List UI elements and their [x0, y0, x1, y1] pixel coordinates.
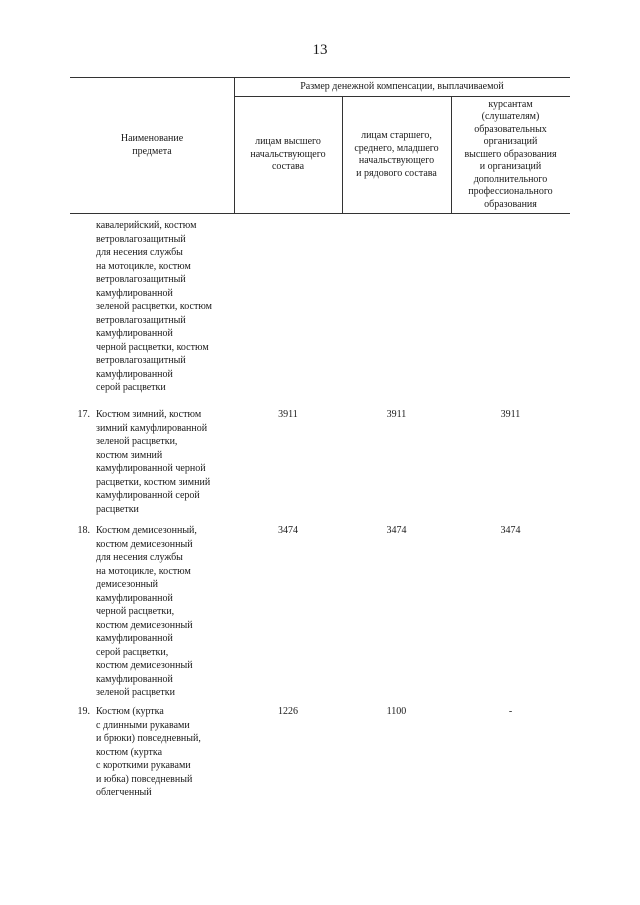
table-row-senior-value: 3474: [278, 525, 298, 536]
table-row-item-name: Костюм демисезонный, костюм демисезонный для несения службы на мотоцикле, костюм демисезонный камуфлированной черной расцветки, костюм демисезонный камуфлированной серой расцветки, костюм демисезонный камуфлированной зеленой расцветки: [96, 525, 197, 698]
header-cadets: курсантам (слушателям) образовательных организаций высшего образования и организаций дополнительного профессионального образования: [464, 98, 557, 210]
table-row-cadets-value: -: [508, 706, 513, 717]
table-row-cadets-value: 3911: [500, 409, 521, 420]
table-row-middle-value: 3474: [386, 525, 407, 536]
table-row-item-name: Костюм (куртка с длинными рукавами и брюки) повседневный, костюм (куртка с короткими рукавами и юбка) повседневный облегченный: [96, 706, 201, 798]
table-row-item-name: кавалерийский, костюм ветровлагозащитный для несения службы на мотоцикле, костюм ветровлагозащитный камуфлированной зеленой расцветки, костюм ветровлагозащитный камуфлированной черной расцветки, костюм ветровлагозащитный камуфлированной серой расцветки: [96, 220, 213, 393]
table-row-middle-value: 1100: [386, 706, 407, 717]
table-row-item-name: Костюм зимний, костюм зимний камуфлированной зеленой расцветки, костюм зимний камуфлированной черной расцветки, костюм зимний камуфлированной серой расцветки: [96, 409, 211, 515]
table-row-number: 18.: [77, 525, 90, 536]
page-number: 13: [312, 42, 328, 58]
table-row-number: 17.: [77, 409, 90, 420]
header-item-name: Наименование предмета: [120, 133, 184, 157]
table-row-middle-value: 3911: [386, 409, 407, 420]
table-row-senior-value: 3911: [278, 409, 298, 420]
header-compensation-group: Размер денежной компенсации, выплачиваемой: [300, 80, 504, 92]
table-header-bottom-border: [70, 213, 570, 214]
table-row-senior-value: 1226: [278, 706, 298, 717]
table-row-number: 19.: [77, 706, 90, 717]
header-middle-staff: лицам старшего, среднего, младшего начальствующего и рядового состава: [354, 130, 439, 179]
header-senior-staff: лицам высшего начальствующего состава: [250, 136, 326, 173]
table-row-cadets-value: 3474: [500, 525, 521, 536]
